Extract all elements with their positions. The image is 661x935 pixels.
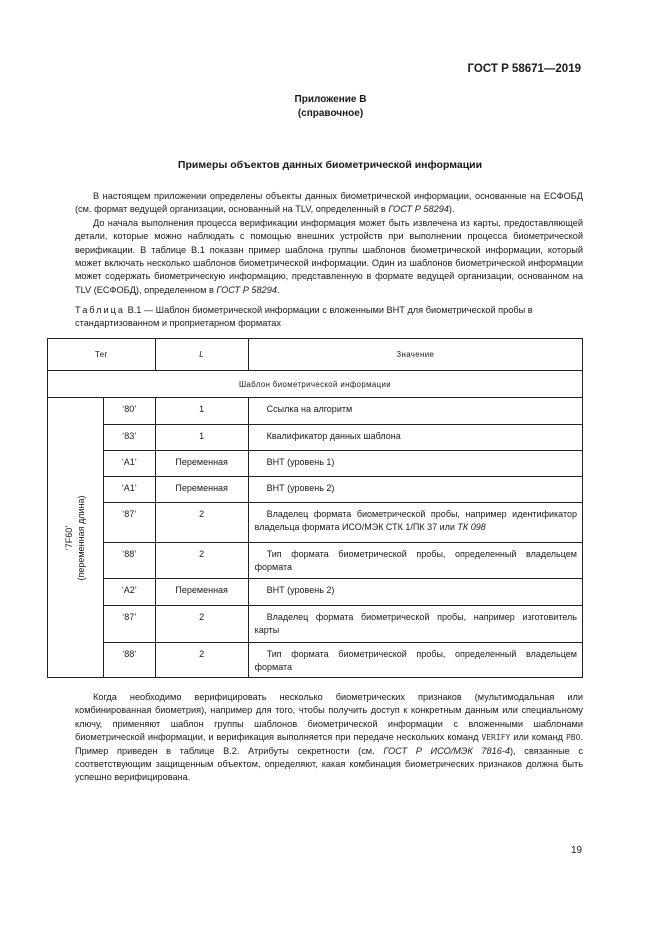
- column-header-tag: Тег: [48, 339, 156, 371]
- row-value: ВНТ (уровень 2): [248, 477, 582, 503]
- table-row: [48, 543, 583, 579]
- appendix-label: Приложение В: [294, 94, 367, 105]
- template-subheader: Шаблон биометрической информации: [48, 371, 583, 398]
- row-length: 2: [155, 643, 248, 678]
- row-tag: ‘A1’: [103, 451, 155, 477]
- row-value: Тип формата биометрической пробы, определенный владельцем формата: [248, 543, 582, 579]
- row-length: 2: [155, 543, 248, 579]
- section-title: Примеры объектов данных биометрической информации: [177, 159, 483, 171]
- closing-paragraph: Когда необходимо верифицировать несколько биометрических признаков (мультимодальная или комбинированная биометрия), например для того, чтобы получить доступ к конкретным данным или специальному ключу, применяют шаблон группы шаблонов биометрической информации с вложенными шаблонами биометрической информации, и верификация выполняется при передаче нескольких команд VERIFY или команд PBO. Пример приведен в таблице В.2. Атрибуты секретности (см. ГОСТ Р ИСО/МЭК 7816-4), связанные с соответствующим защищенным объектом, определяют, какая комбинация биометрических признаков должна быть успешно верифицирована.: [75, 692, 584, 783]
- row-value: Квалификатор данных шаблона: [248, 425, 582, 451]
- row-length: 1: [155, 425, 248, 451]
- intro-text: [75, 190, 583, 297]
- intro-paragraph-2: До начала выполнения процесса верификации информация может быть извлечена из карты, предоставляющей детали, которые можно наблюдать с помощью внешних устройств при выполнении процесса биометрической верификации. В таблице В.1 показан пример шаблона группы шаблонов биометрической информации, который может включать несколько шаблонов биометрической информации. Один из шаблонов биометрической информации может содержать биометрическую информацию, представленную в формате ведущей организации, основанном на TLV (ЕСФОБД), определенном в ГОСТ Р 58294.: [75, 217, 583, 295]
- row-tag: ‘83’: [103, 425, 155, 451]
- table-subheader-row: [48, 371, 583, 398]
- table-row: [48, 643, 583, 678]
- row-value: Ссылка на алгоритм: [248, 398, 582, 425]
- intro-paragraph-1: В настоящем приложении определены объекты данных биометрической информации, основанные на ЕСФОБД (см. формат ведущей организации, основанный на TLV, определенный в ГОСТ Р 58294).: [75, 191, 583, 215]
- column-header-value: Значение: [248, 339, 582, 371]
- row-value: Владелец формата биометрической пробы, например идентификатор владельца формата ИСО/МЭК СТК 1/ПК 37 или ТК 098: [248, 503, 582, 543]
- row-tag: ‘88’: [103, 643, 155, 678]
- row-tag: ‘88’: [103, 543, 155, 579]
- command-verify: VERIFY: [481, 733, 511, 743]
- closing-text: [75, 691, 583, 785]
- table-row: [48, 579, 583, 606]
- row-length: Переменная: [155, 451, 248, 477]
- row-length: Переменная: [155, 579, 248, 606]
- row-tag: ‘87’: [103, 503, 155, 543]
- row-length: 2: [155, 606, 248, 643]
- row-length: Переменная: [155, 477, 248, 503]
- row-tag: ‘87’: [103, 606, 155, 643]
- appendix-heading: [0, 93, 661, 121]
- row-length: 2: [155, 503, 248, 543]
- table-row: [48, 398, 583, 425]
- table-header-row: [48, 339, 583, 371]
- page-number: 19: [571, 845, 583, 856]
- command-pbo: PBO: [565, 733, 581, 743]
- standard-reference: ГОСТ Р 58294: [216, 284, 277, 295]
- table-row: [48, 425, 583, 451]
- group-tag-cell: [48, 398, 104, 678]
- standard-header: ГОСТ Р 58671—2019: [467, 63, 581, 75]
- table-row: [48, 477, 583, 503]
- table-row: [48, 503, 583, 543]
- standard-reference: ГОСТ Р ИСО/МЭК 7816-4: [383, 745, 510, 756]
- appendix-type: (справочное): [297, 108, 364, 119]
- row-value: ВНТ (уровень 2): [248, 579, 582, 606]
- row-tag: ‘A2’: [103, 579, 155, 606]
- row-tag: ‘80’: [103, 398, 155, 425]
- row-value: Владелец формата биометрической пробы, например изготовитель карты: [248, 606, 582, 643]
- row-length: 1: [155, 398, 248, 425]
- table-row: [48, 606, 583, 643]
- column-header-length: L: [155, 339, 248, 371]
- biometric-template-table: [47, 338, 583, 678]
- standard-reference: ТК 098: [457, 522, 486, 532]
- standard-reference: ГОСТ Р 58294: [388, 204, 449, 215]
- row-tag: ‘A1’: [103, 477, 155, 503]
- row-value: ВНТ (уровень 1): [248, 451, 582, 477]
- table-caption: Таблица В.1 — Шаблон биометрической информации с вложенными ВНТ для биометрической пробы в стандартизованном и проприетарном форматах: [75, 305, 533, 328]
- row-value: Тип формата биометрической пробы, определенный владельцем формата: [248, 643, 582, 678]
- table-row: [48, 451, 583, 477]
- group-tag-label: ‘7F60’ (переменная длина): [64, 495, 87, 580]
